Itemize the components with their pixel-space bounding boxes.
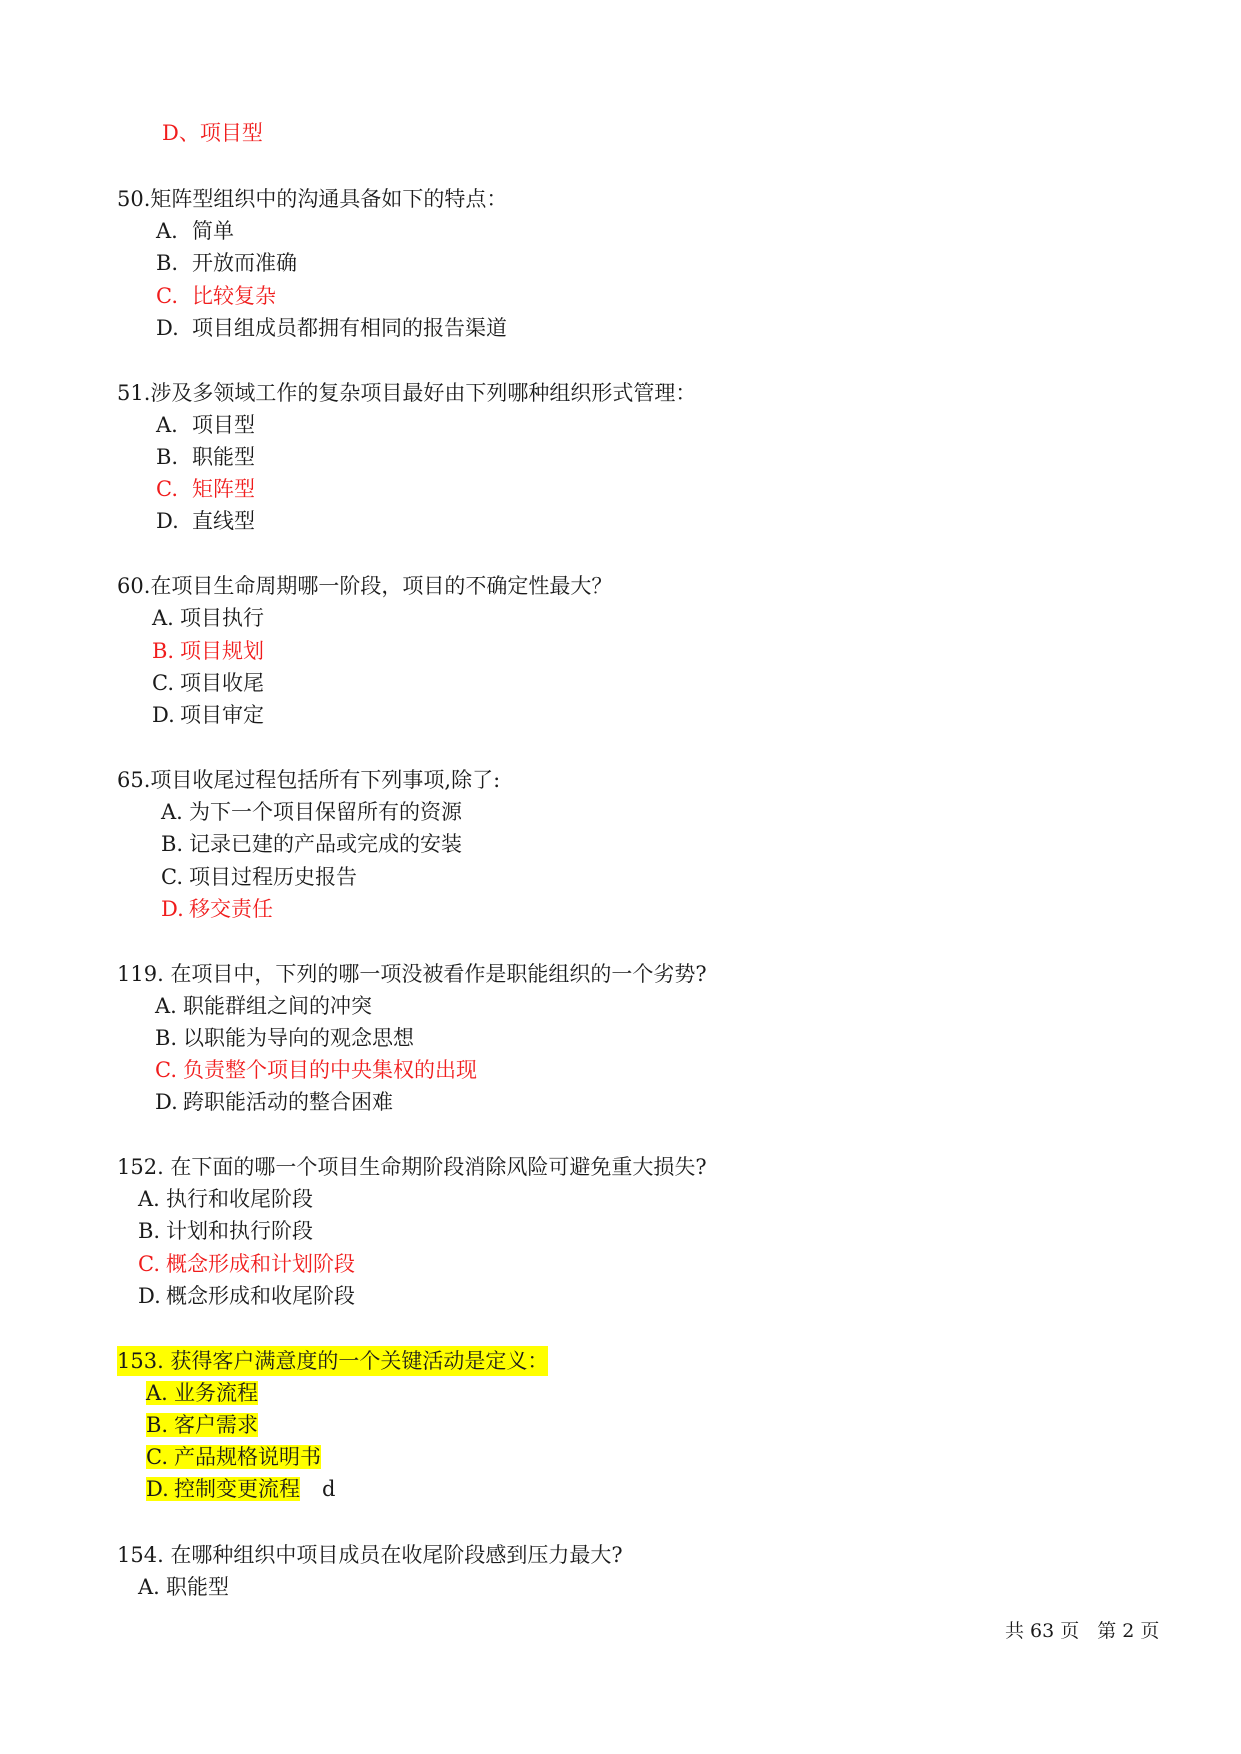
option-letter: A.	[156, 413, 178, 437]
option-letter: C.	[152, 671, 174, 695]
handwritten-answer-note: d	[322, 1477, 336, 1501]
question-65-option-d-answer	[161, 894, 273, 924]
option-text: 控制变更流程	[174, 1477, 300, 1501]
option-letter: C.	[156, 477, 178, 501]
question-119-option-a	[155, 991, 372, 1021]
question-119-stem: 119. 在项目中，下列的哪一项没被看作是职能组织的一个劣势?	[117, 962, 707, 986]
option-letter: A.	[152, 606, 174, 630]
option-letter: D.	[156, 316, 179, 340]
option-letter: C.	[146, 1445, 168, 1469]
option-letter: D.	[155, 1090, 178, 1114]
total-pages: 共 63 页	[1005, 1620, 1080, 1642]
option-letter: A.	[146, 1381, 168, 1405]
question-65-option-a	[161, 797, 462, 827]
option-text: 移交责任	[189, 897, 273, 921]
question-51-option-a	[156, 410, 255, 440]
question-50-option-d	[156, 313, 507, 343]
highlighted-option	[146, 1381, 258, 1405]
option-text: 记录已建的产品或完成的安装	[189, 832, 462, 856]
question-60-option-a	[152, 603, 264, 633]
option-text: 概念形成和计划阶段	[166, 1252, 355, 1276]
question-119-option-b	[155, 1023, 414, 1053]
question-50-stem: 50.矩阵型组织中的沟通具备如下的特点：	[117, 187, 508, 211]
option-letter: C.	[155, 1058, 177, 1082]
option-text: 负责整个项目的中央集权的出现	[183, 1058, 477, 1082]
option-text: 项目过程历史报告	[189, 865, 357, 889]
question-153-option-c	[146, 1442, 321, 1472]
option-letter: C.	[156, 284, 178, 308]
question-60-stem: 60.在项目生命周期哪一阶段，项目的不确定性最大？	[117, 574, 613, 598]
option-letter: A.	[138, 1575, 160, 1599]
option-letter: A.	[138, 1187, 160, 1211]
question-153-option-b	[146, 1410, 258, 1440]
option-text: 概念形成和收尾阶段	[166, 1284, 355, 1308]
question-153-option-a	[146, 1378, 258, 1408]
question-152-option-d	[138, 1281, 355, 1311]
option-letter: A.	[156, 219, 178, 243]
option-text: 项目组成员都拥有相同的报告渠道	[192, 316, 507, 340]
option-text: 职能型	[166, 1575, 229, 1599]
option-letter: B.	[156, 445, 179, 469]
option-text: 直线型	[192, 509, 255, 533]
option-text: 客户需求	[174, 1413, 258, 1437]
question-154-stem: 154. 在哪种组织中项目成员在收尾阶段感到压力最大?	[117, 1543, 623, 1567]
option-letter: A.	[161, 800, 183, 824]
option-text: 以职能为导向的观念思想	[183, 1026, 414, 1050]
highlighted-option	[146, 1477, 300, 1501]
question-153-option-d	[146, 1474, 335, 1504]
highlighted-option	[146, 1445, 321, 1469]
question-65-option-b	[161, 829, 462, 859]
option-letter: B.	[146, 1413, 169, 1437]
option-letter: D.	[161, 897, 184, 921]
option-letter: D.	[138, 1284, 161, 1308]
option-text: 项目型	[192, 413, 255, 437]
option-letter: C.	[138, 1252, 160, 1276]
question-152-stem: 152. 在下面的哪一个项目生命期阶段消除风险可避免重大损失?	[117, 1155, 707, 1179]
option-letter: B.	[155, 1026, 178, 1050]
question-119-option-c-answer	[155, 1055, 477, 1085]
option-letter: B.	[138, 1219, 161, 1243]
option-letter: A.	[155, 994, 177, 1018]
option-letter: B.	[152, 639, 175, 663]
question-50-option-a	[156, 216, 234, 246]
option-text: 职能群组之间的冲突	[183, 994, 372, 1018]
option-text: 职能型	[192, 445, 255, 469]
option-text: 矩阵型	[192, 477, 255, 501]
question-51-option-d	[156, 506, 255, 536]
option-text: 项目规划	[180, 639, 264, 663]
question-50-option-b	[156, 248, 297, 278]
option-carry-over: D、项目型	[162, 121, 263, 145]
option-letter: B.	[156, 251, 179, 275]
option-text: 项目审定	[180, 703, 264, 727]
current-page: 第 2 页	[1097, 1620, 1160, 1642]
question-154-option-a	[138, 1572, 229, 1602]
option-letter: C.	[161, 865, 183, 889]
highlighted-option	[146, 1413, 258, 1437]
question-152-option-b	[138, 1216, 313, 1246]
option-letter: B.	[161, 832, 184, 856]
option-letter: D.	[152, 703, 175, 727]
option-text: 产品规格说明书	[174, 1445, 321, 1469]
question-51-stem: 51.涉及多领域工作的复杂项目最好由下列哪种组织形式管理：	[117, 381, 697, 405]
option-text: 计划和执行阶段	[166, 1219, 313, 1243]
page-footer	[1005, 1618, 1159, 1644]
option-text: 开放而准确	[192, 251, 297, 275]
option-letter: D.	[146, 1477, 169, 1501]
question-60-option-c	[152, 668, 264, 698]
question-50-option-c-answer	[156, 281, 276, 311]
option-text: 执行和收尾阶段	[166, 1187, 313, 1211]
question-51-option-b	[156, 442, 255, 472]
option-text: 为下一个项目保留所有的资源	[189, 800, 462, 824]
option-text: 项目执行	[180, 606, 264, 630]
option-text: 比较复杂	[192, 284, 276, 308]
question-152-option-c-answer	[138, 1249, 355, 1279]
option-letter: D.	[156, 509, 179, 533]
question-119-option-d	[155, 1087, 393, 1117]
question-60-option-b-answer	[152, 636, 264, 666]
question-152-option-a	[138, 1184, 313, 1214]
option-text: 项目收尾	[180, 671, 264, 695]
option-text: 业务流程	[174, 1381, 258, 1405]
question-65-stem: 65.项目收尾过程包括所有下列事项,除了:	[117, 768, 501, 792]
question-65-option-c	[161, 862, 357, 892]
question-51-option-c-answer	[156, 474, 255, 504]
option-text: 简单	[192, 219, 234, 243]
option-text: 跨职能活动的整合困难	[183, 1090, 393, 1114]
question-60-option-d	[152, 700, 264, 730]
question-153-stem: 153. 获得客户满意度的一个关键活动是定义：	[117, 1346, 548, 1376]
